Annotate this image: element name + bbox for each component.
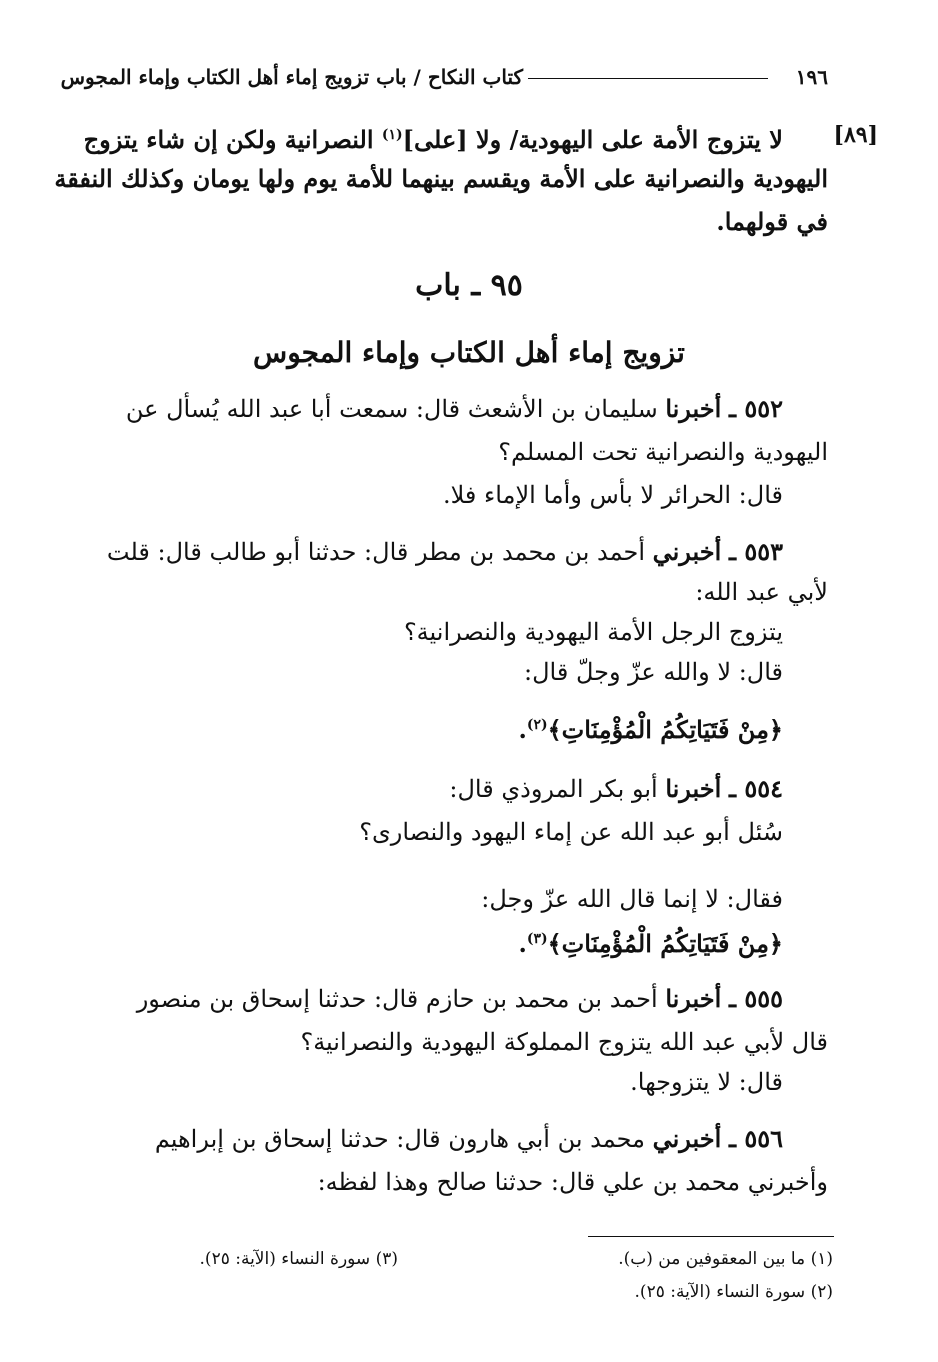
hadith-553-line-3: يتزوج الرجل الأمة اليهودية والنصرانية؟ [403,618,783,646]
quran-verse-553: ﴿مِنْ فَتَيَاتِكُمُ الْمُؤْمِنَاتِ﴾$^{(٢)}$. [518,715,783,744]
running-title: كتاب النكاح / باب تزويج إماء أهل الكتاب وإماء المجوس [60,65,523,89]
chapter-number: ٩٥ ـ باب [415,268,523,303]
hadith-552-line-3: قال: الحرائر لا بأس وأما الإماء فلا. [442,481,783,509]
hadith-552-line-1: ٥٥٢ ـ أخبرنا سليمان بن الأشعث قال: سمعت أبا عبد الله يُسأل عن [125,394,783,423]
chapter-title: تزويج إماء أهل الكتاب وإماء المجوس [253,336,685,369]
margin-note: [٨٩] [833,122,878,148]
hadith-554-line-3: فقال: لا إنما قال الله عزّ وجل: [481,885,783,913]
hadith-556-line-1: ٥٥٦ ـ أخبرني محمد بن أبي هارون قال: حدثنا إسحاق بن إبراهيم [154,1124,783,1153]
hadith-556-line-2: وأخبرني محمد بن علي قال: حدثنا صالح وهذا لفظه: [317,1168,828,1196]
hadith-555-line-3: قال: لا يتزوجها. [630,1068,783,1096]
hadith-554-line-1: ٥٥٤ ـ أخبرنا أبو بكر المروذي قال: [449,774,783,803]
hadith-553-line-2: لأبي عبد الله: [695,578,828,606]
intro-line-3: في قولهما. [716,207,828,236]
hadith-555-line-1: ٥٥٥ ـ أخبرنا أحمد بن محمد بن حازم قال: حدثنا إسحاق بن منصور [136,984,783,1013]
footnote-rule [588,1236,834,1237]
footnote-1: (١) ما بين المعقوفين من (ب). [618,1249,833,1269]
page-number: ١٩٦ [795,65,828,89]
intro-line-1: لا يتزوج الأمة على اليهودية/ ولا [على]$^{(١)}$ النصرانية ولكن إن شاء يتزوج [83,125,783,154]
footnote-3: (٣) سورة النساء (الآية: ٢٥). [199,1249,398,1269]
header-rule [528,78,768,79]
hadith-555-line-2: قال لأبي عبد الله يتزوج المملوكة اليهودية والنصرانية؟ [300,1028,828,1056]
hadith-553-line-1: ٥٥٣ ـ أخبرني أحمد بن محمد بن مطر قال: حدثنا أبو طالب قال: قلت [106,537,783,566]
hadith-552-line-2: اليهودية والنصرانية تحت المسلم؟ [498,438,828,466]
hadith-553-line-4: قال: لا والله عزّ وجلّ قال: [524,658,783,686]
quran-verse-554: ﴿مِنْ فَتَيَاتِكُمُ الْمُؤْمِنَاتِ﴾$^{(٣)}$. [518,929,783,958]
intro-line-2: اليهودية والنصرانية على الأمة ويقسم بينهما للأمة يوم ولها يومان وكذلك النفقة [54,164,828,193]
hadith-554-line-2: سُئل أبو عبد الله عن إماء اليهود والنصارى؟ [359,818,783,846]
footnote-2: (٢) سورة النساء (الآية: ٢٥). [634,1282,833,1302]
